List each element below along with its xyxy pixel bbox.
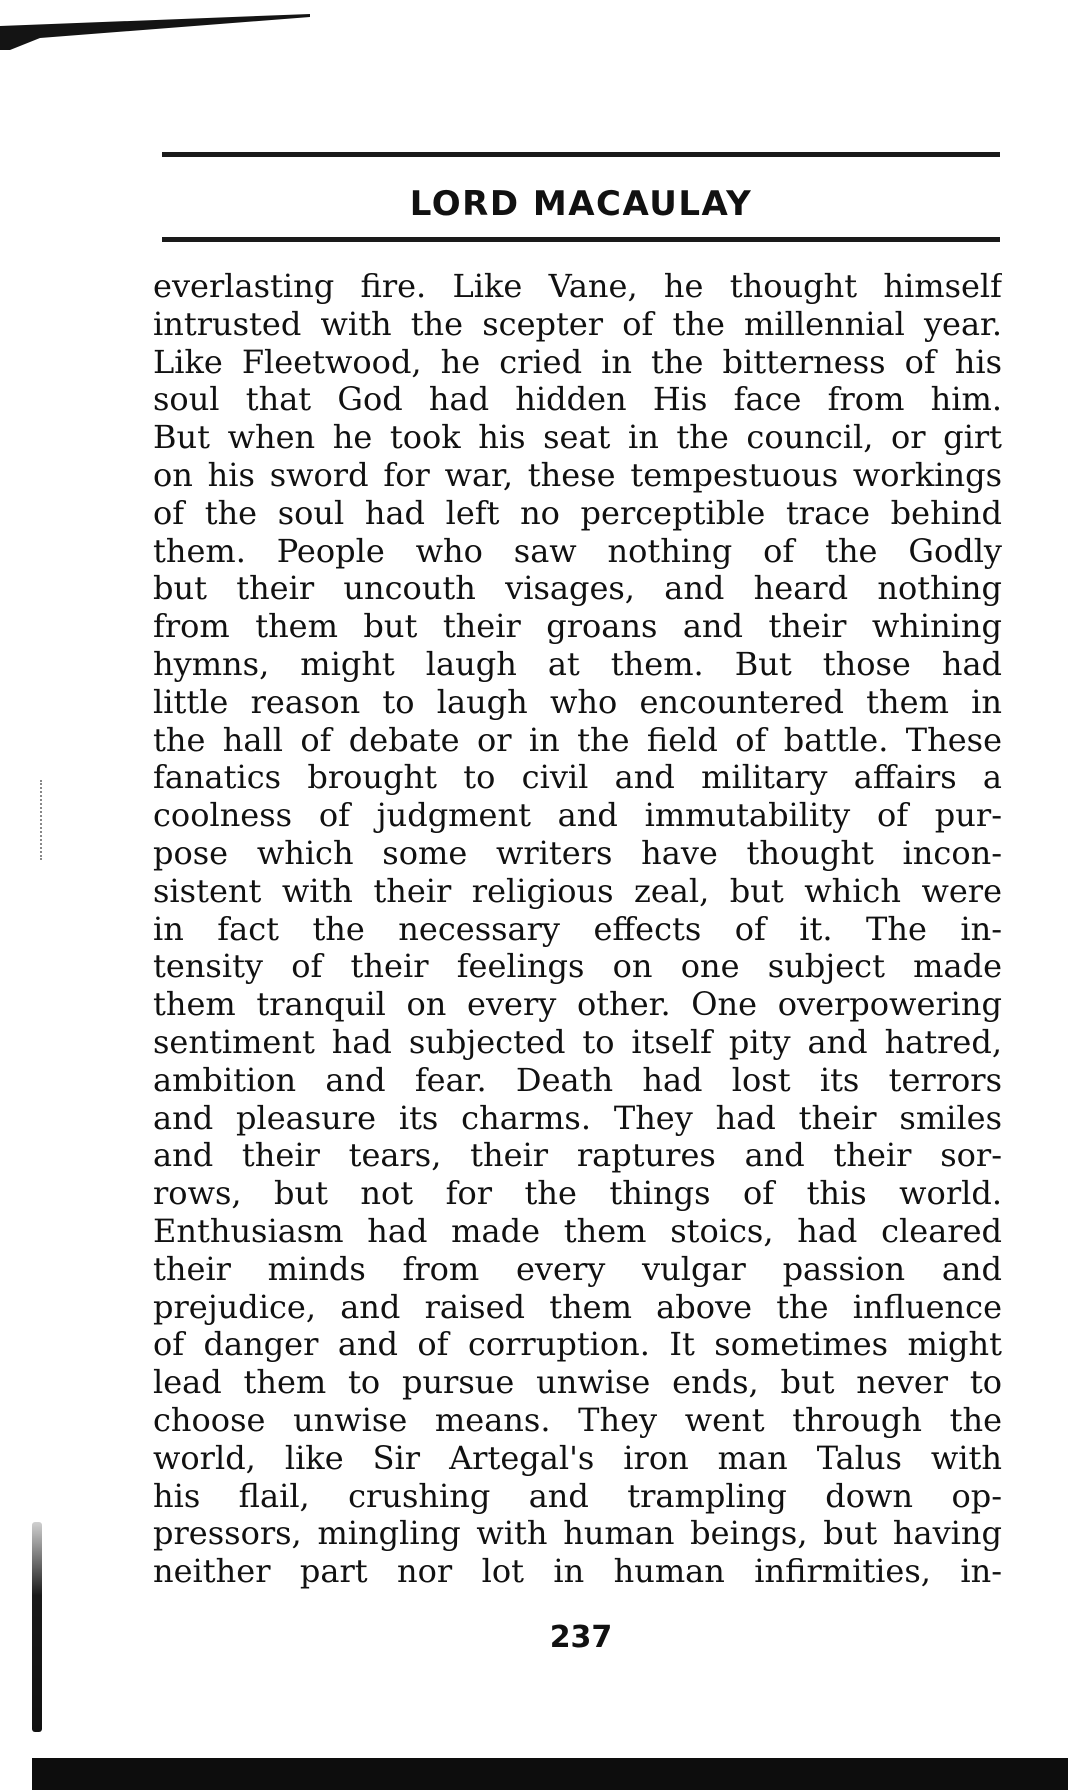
text-line: sentiment had subjected to itself pity and hatred, [153,1023,1002,1061]
text-line: them. People who saw nothing of the Godly [153,532,1002,570]
scan-mark-top [0,8,310,52]
text-line: fanatics brought to civil and military affairs a [153,759,1002,797]
text-line: Like Fleetwood, he cried in the bitterness of his [153,343,1002,381]
text-line: intrusted with the scepter of the millennial year. [153,305,1002,343]
text-line: prejudice, and raised them above the influence [153,1288,1002,1326]
text-line: neither part nor lot in human infirmities, in- [153,1553,1002,1591]
text-line: But when he took his seat in the council, or girt [153,419,1002,457]
running-head: LORD MACAULAY [409,184,753,224]
text-line: lead them to pursue unwise ends, but never to [153,1364,1002,1402]
text-line: little reason to laugh who encountered them in [153,683,1002,721]
scan-bottom-bar [32,1758,1068,1790]
text-line: sistent with their religious zeal, but which were [153,872,1002,910]
header-rule-bottom [162,237,1000,242]
text-line: from them but their groans and their whining [153,608,1002,646]
text-line: his flail, crushing and trampling down op- [153,1477,1002,1515]
page-number: 237 [549,1620,613,1655]
text-line: everlasting fire. Like Vane, he thought himself [153,268,1002,305]
text-line: of danger and of corruption. It sometimes might [153,1326,1002,1364]
text-line: choose unwise means. They went through the [153,1401,1002,1439]
text-line: them tranquil on every other. One overpowering [153,986,1002,1024]
text-line: pressors, mingling with human beings, but having [153,1515,1002,1553]
text-line: and pleasure its charms. They had their smiles [153,1099,1002,1137]
text-line: but their uncouth visages, and heard nothing [153,570,1002,608]
text-line: and their tears, their raptures and their sor- [153,1137,1002,1175]
header-rule-top [162,152,1000,157]
text-line: pose which some writers have thought incon- [153,834,1002,872]
text-line: hymns, might laugh at them. But those had [153,645,1002,683]
text-line: on his sword for war, these tempestuous workings [153,456,1002,494]
text-line: rows, but not for the things of this world. [153,1175,1002,1213]
text-line: world, like Sir Artegal's iron man Talus with [153,1439,1002,1477]
text-line: soul that God had hidden His face from him. [153,381,1002,419]
text-line: tensity of their feelings on one subject made [153,948,1002,986]
scan-dots-left [40,780,46,860]
scan-mark-left [32,1522,42,1732]
text-line: Enthusiasm had made them stoics, had cleared [153,1212,1002,1250]
text-line: coolness of judgment and immutability of pur- [153,797,1002,835]
text-line: their minds from every vulgar passion and [153,1250,1002,1288]
text-line: of the soul had left no perceptible trace behind [153,494,1002,532]
body-text [153,268,1002,1591]
text-line: ambition and fear. Death had lost its terrors [153,1061,1002,1099]
text-line: the hall of debate or in the field of battle. These [153,721,1002,759]
text-line: in fact the necessary effects of it. The in- [153,910,1002,948]
